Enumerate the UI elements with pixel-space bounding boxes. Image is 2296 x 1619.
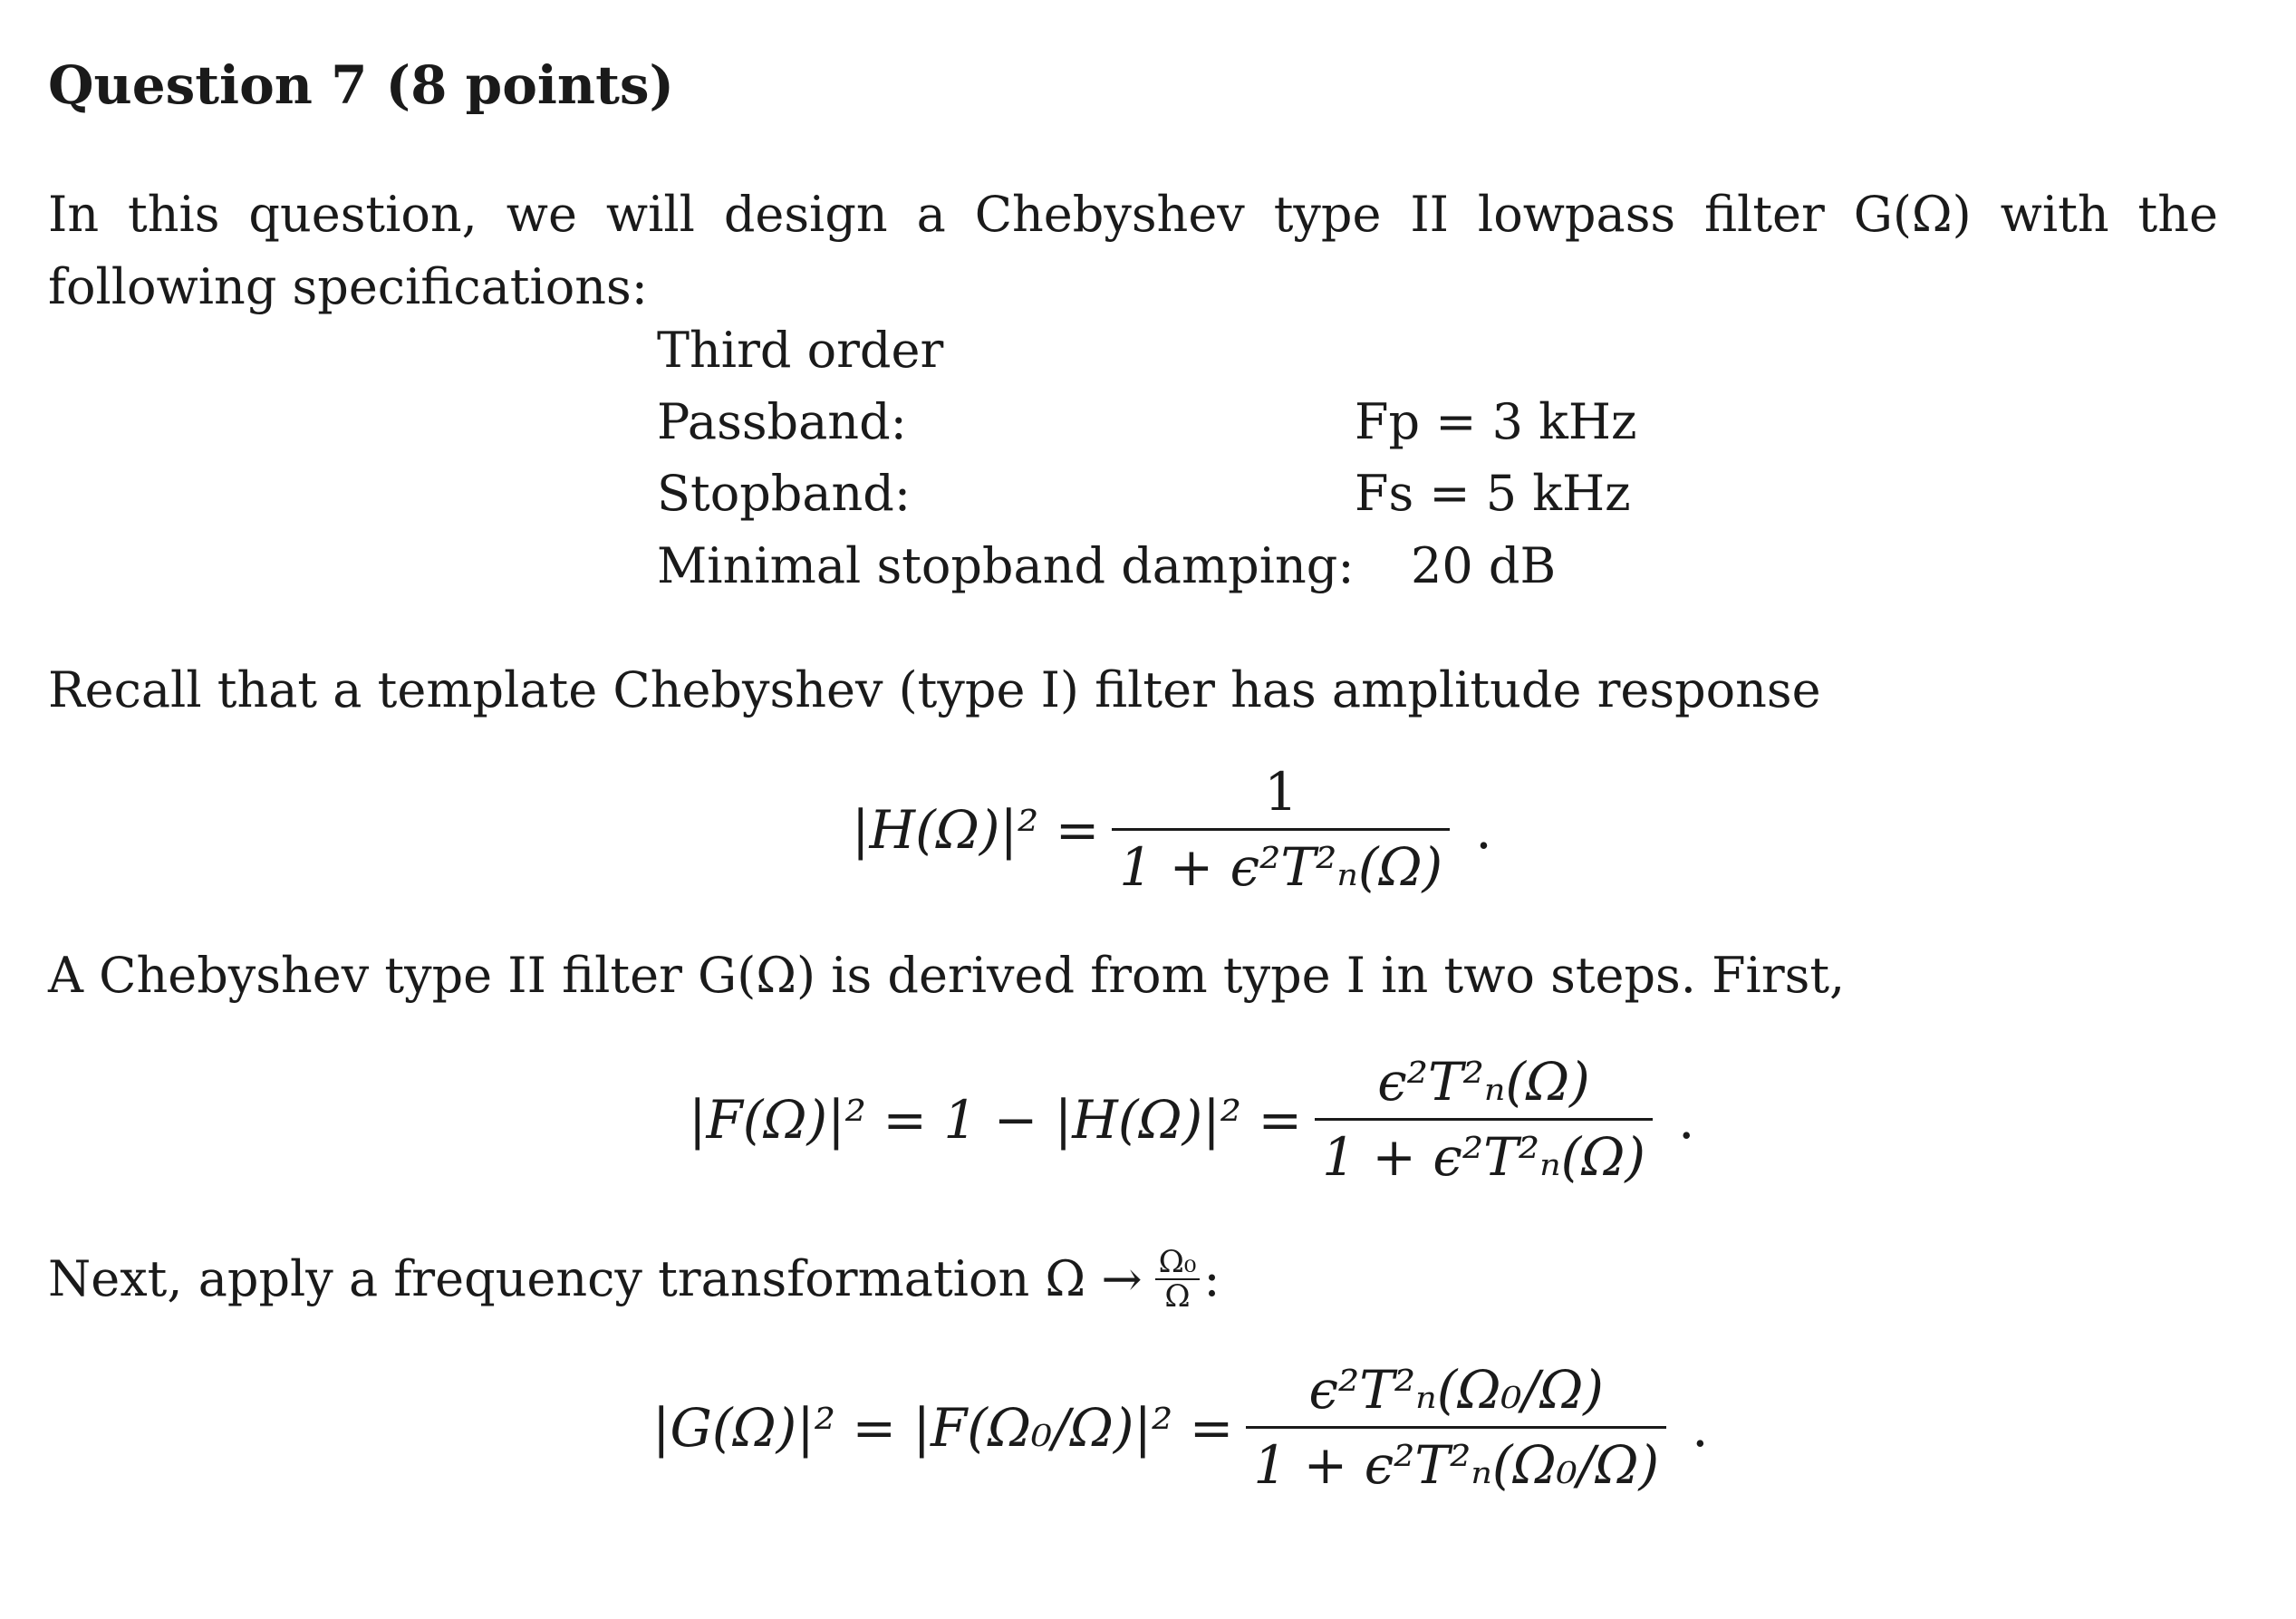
question-title: Question 7 (8 points) (48, 54, 674, 116)
equation-h-fraction (1112, 761, 1450, 898)
equation-h-denominator: 1 + ϵ²T²ₙ(Ω) (1112, 828, 1450, 898)
equation-f-denominator: 1 + ϵ²T²ₙ(Ω) (1315, 1118, 1653, 1188)
recall-paragraph: Recall that a template Chebyshev (type I) filter has amplitude response (48, 661, 1821, 718)
next-text: Next, apply a frequency transformation Ω → (48, 1250, 1143, 1307)
next-tail: : (1203, 1250, 1220, 1307)
equation-f-tail: . (1677, 1088, 1695, 1151)
equation-f (689, 1051, 1694, 1188)
spec-stopband-label: Stopband: (657, 465, 912, 522)
next-fraction (1155, 1246, 1201, 1313)
equation-g-fraction (1246, 1359, 1666, 1496)
equation-f-fraction (1315, 1051, 1653, 1188)
equation-f-lhs: |F(Ω)|² = 1 − |H(Ω)|² = (689, 1088, 1303, 1151)
equation-h-tail: . (1475, 798, 1492, 861)
equation-g-tail: . (1692, 1396, 1709, 1459)
next-fraction-numerator: Ω₀ (1155, 1246, 1201, 1280)
spec-passband-label: Passband: (657, 393, 907, 450)
equation-g-lhs: |G(Ω)|² = |F(Ω₀/Ω)|² = (652, 1396, 1234, 1459)
equation-h-numerator: 1 (1264, 761, 1298, 823)
next-paragraph (48, 1243, 1220, 1315)
spec-stopband-value: Fs = 5 kHz (1355, 465, 1631, 522)
spec-damping-label: Minimal stopband damping: (657, 537, 1355, 594)
equation-f-numerator: ϵ²T²ₙ(Ω) (1377, 1051, 1590, 1113)
spec-damping-value: 20 dB (1411, 537, 1557, 594)
next-fraction-denominator: Ω (1164, 1278, 1191, 1315)
equation-h-lhs: |H(Ω)|² = (852, 798, 1100, 861)
equation-g-denominator: 1 + ϵ²T²ₙ(Ω₀/Ω) (1246, 1426, 1666, 1496)
intro-paragraph: In this question, we will design a Chebyshev type II lowpass filter G(Ω) with the following specifications: (48, 186, 2218, 315)
spec-order: Third order (657, 322, 944, 379)
spec-passband-value: Fp = 3 kHz (1355, 393, 1637, 450)
equation-h (852, 761, 1492, 898)
derived-paragraph: A Chebyshev type II filter G(Ω) is derived from type I in two steps. First, (48, 947, 1846, 1004)
equation-g-numerator: ϵ²T²ₙ(Ω₀/Ω) (1308, 1359, 1604, 1421)
equation-g (652, 1359, 1709, 1496)
